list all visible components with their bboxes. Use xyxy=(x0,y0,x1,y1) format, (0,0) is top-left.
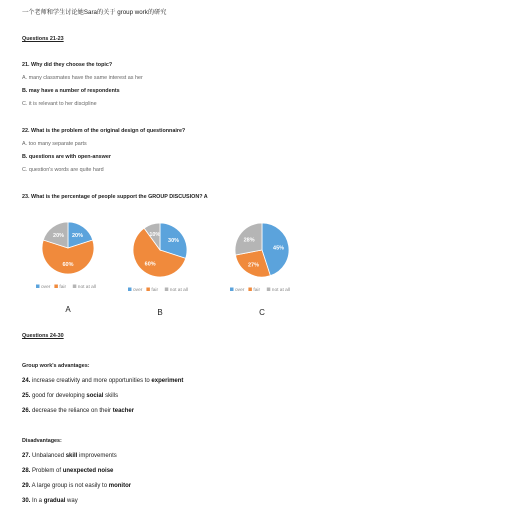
pie-charts-svg xyxy=(22,215,306,325)
pie-c-legend-swatch-1 xyxy=(248,288,252,292)
answer-28: 28. Problem of unexpected noise xyxy=(22,468,114,474)
section-heading-24-30: Questions 24-30 xyxy=(22,333,64,339)
pie-a-letter: A xyxy=(65,305,71,314)
pie-a-data-label-1: 60% xyxy=(62,262,74,269)
pie-b-legend-label-2: not at all xyxy=(169,288,188,293)
pie-c-data-label-0: 45% xyxy=(273,245,285,252)
disadvantages-heading: Disadvantages: xyxy=(22,438,62,444)
pie-a-data-label-0: 20% xyxy=(71,232,83,239)
answer-29: 29. A large group is not easily to monitor xyxy=(22,483,132,489)
question-21: 21. Why did they choose the topic? xyxy=(22,62,113,68)
section-heading-21-23: Questions 21-23 xyxy=(22,36,64,42)
pie-b-letter: B xyxy=(157,308,163,317)
answer-30: 30. In a gradual way xyxy=(22,498,78,504)
pie-c-legend-label-1: fair xyxy=(253,288,261,293)
question-22: 22. What is the problem of the original design of questionnaire? xyxy=(22,128,186,134)
pie-c-legend-label-2: not at all xyxy=(271,288,290,293)
answer-24: 24. increase creativity and more opportunities to experiment xyxy=(22,378,184,384)
pie-a-legend-swatch-1 xyxy=(54,285,58,289)
pie-c-data-label-2: 28% xyxy=(243,237,255,244)
pie-c-legend-label-0: over xyxy=(235,288,245,293)
answer-26: 26. decrease the reliance on their teacher xyxy=(22,408,135,414)
pie-c-legend-swatch-0 xyxy=(230,288,234,292)
pie-b-legend-swatch-2 xyxy=(165,288,169,292)
pie-a-legend-label-0: over xyxy=(41,285,51,290)
question-23: 23. What is the percentage of people support the GROUP DISCUSION? A xyxy=(22,194,208,200)
pie-b-data-label-1: 60% xyxy=(144,261,156,268)
q21-option-b: B. may have a number of respondents xyxy=(22,88,120,94)
q22-option-b: B. questions are with open-answer xyxy=(22,154,111,160)
answer-25: 25. good for developing social skills xyxy=(22,393,119,399)
pie-a-legend-swatch-0 xyxy=(36,285,40,289)
advantages-heading: Group work's advantages: xyxy=(22,363,90,369)
answer-27: 27. Unbalanced skill improvements xyxy=(22,453,117,459)
pie-c-letter: C xyxy=(259,308,265,317)
q21-option-c: C. it is relevant to her discipline xyxy=(22,101,97,107)
q22-option-a: A. too many separate parts xyxy=(22,141,87,147)
pie-a-legend-label-2: not at all xyxy=(77,285,96,290)
pie-a-data-label-2: 20% xyxy=(53,232,65,239)
pie-b-legend-label-0: over xyxy=(133,288,143,293)
pie-a-legend-swatch-2 xyxy=(73,285,77,289)
pie-c-legend-swatch-2 xyxy=(267,288,271,292)
pie-b-legend-swatch-1 xyxy=(146,288,150,292)
pie-b-legend-label-1: fair xyxy=(151,288,159,293)
pie-b-data-label-2: 10% xyxy=(149,232,161,239)
pie-b-data-label-0: 30% xyxy=(168,238,180,245)
q21-option-a: A. many classmates have the same interest as her xyxy=(22,75,143,81)
pie-a-legend-label-1: fair xyxy=(59,285,67,290)
pie-c-data-label-1: 27% xyxy=(247,262,259,269)
pie-charts-panel xyxy=(22,215,306,325)
pie-b-legend-swatch-0 xyxy=(128,288,132,292)
q22-option-c: C. question's words are quite hard xyxy=(22,167,104,173)
page-title: 一个老师和学生讨论她Sara的关于 group work的研究 xyxy=(22,9,167,16)
